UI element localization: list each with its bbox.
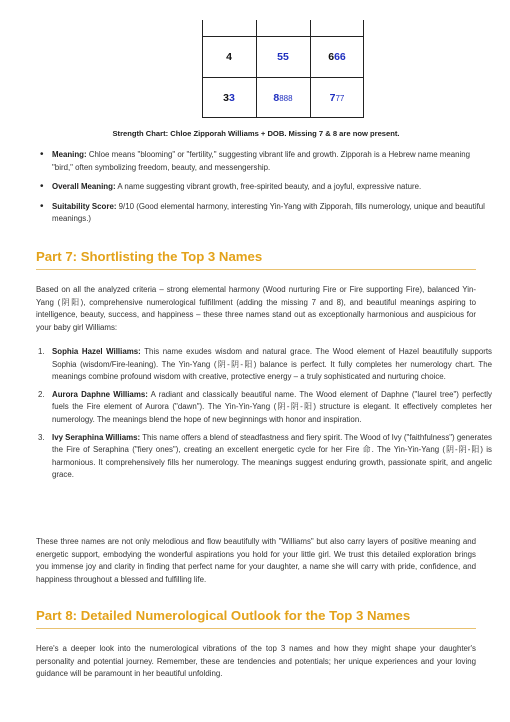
part8-intro: Here's a deeper look into the numerological vibrations of the top 3 names and how they might shape your daughter's personality and potential journey. Remember, these are tendencies and potentials; her unique experiences and your loving guidance will be paramount in her beautiful unfolding. bbox=[36, 644, 476, 679]
chart-cell-7: 7 77 bbox=[329, 92, 345, 104]
chart-cell-8: 8 888 bbox=[273, 92, 293, 104]
chart-cell-4: 4 bbox=[226, 51, 232, 63]
section-heading-part8: Part 8: Detailed Numerological Outlook for the Top 3 Names bbox=[36, 608, 476, 629]
list-item: 3. Ivy Seraphina Williams: This name offers a blend of steadfastness and fiery spirit. The Wood of Ivy ("faithfulness") generates the Fire of Seraphina ("fiery ones"), creating an excellent energetic cycle for her Fire 命. The Yin-Yin-Yang (阴-阴-阳) is harmonious. It comprehensively fills her numerology. The meanings suggest enduring growth, passionate spirit, and angelic grace. bbox=[38, 432, 493, 480]
chart-cell-5: 55 bbox=[277, 51, 289, 63]
part7-closing: These three names are not only melodious and flow beautifully with "Williams" but also carry layers of positive meaning and energetic support, embodying the wonderful aspirations you hold for your little girl. We trust this detailed exploration brings you immense joy and clarity in finding that perfect name for your daughter, a name she will carry with pride, confidence, and happiness throughout a blessed and fulfilling life. bbox=[36, 537, 476, 584]
chart-cell-6: 6 66 bbox=[328, 51, 346, 63]
list-item: • Suitability Score: 9/10 (Good elemental harmony, interesting Yin-Yang with Zipporah, fills numerology, unique and beautiful meanings.) bbox=[52, 201, 492, 226]
list-item: 2. Aurora Daphne Williams: A radiant and classically beautiful name. The Wood element of Daphne ("laurel tree") perfectly fuels the Fire element of Aurora ("dawn"). The Yin-Yin-Yang (阴-阴-阳) structure is elegant. It effectively completes her numerology. The meanings blend the hope of new beginnings with honor and inspiration. bbox=[38, 389, 492, 424]
top-names-list bbox=[36, 346, 492, 487]
list-item: 1. Sophia Hazel Williams: This name exudes wisdom and natural grace. The Wood element of Hazel beautifully supports Sophia (wisdom/Fire-leaning). The Yin-Yang (阴-阴-阳) balance is perfect. It fully completes her numerology chart. The meanings combine profound wisdom with creative, protective energy – a truly sophisticated and nurturing choice. bbox=[38, 347, 492, 382]
chart-cell-3: 3 3 bbox=[223, 92, 235, 104]
name-analysis-bullets bbox=[36, 149, 492, 233]
strength-chart-grid bbox=[202, 20, 364, 118]
list-item: • Meaning: Chloe means "blooming" or "fertility," suggesting vibrant life and growth. Zipporah is a Hebrew name meaning "bird," often symbolizing freedom, beauty, and messengership. bbox=[52, 149, 492, 174]
section-heading-part7: Part 7: Shortlisting the Top 3 Names bbox=[36, 249, 476, 270]
part7-intro: Based on all the analyzed criteria – strong elemental harmony (Wood nurturing Fire or Fire supporting Fire), balanced Yin-Yang (阴阳), comprehensive numerological fulfillment (adding the missing 7 and 8), and beautiful meanings aspiring to intelligence, beauty, success, and happiness – these three names stand out as exceptionally harmonious and auspicious for your baby girl Williams: bbox=[36, 285, 476, 332]
chart-caption: Strength Chart: Chloe Zipporah Williams + DOB. Missing 7 & 8 are now present. bbox=[112, 129, 400, 138]
list-item: • Overall Meaning: A name suggesting vibrant growth, free-spirited beauty, and a joyful, expressive nature. bbox=[52, 181, 492, 194]
